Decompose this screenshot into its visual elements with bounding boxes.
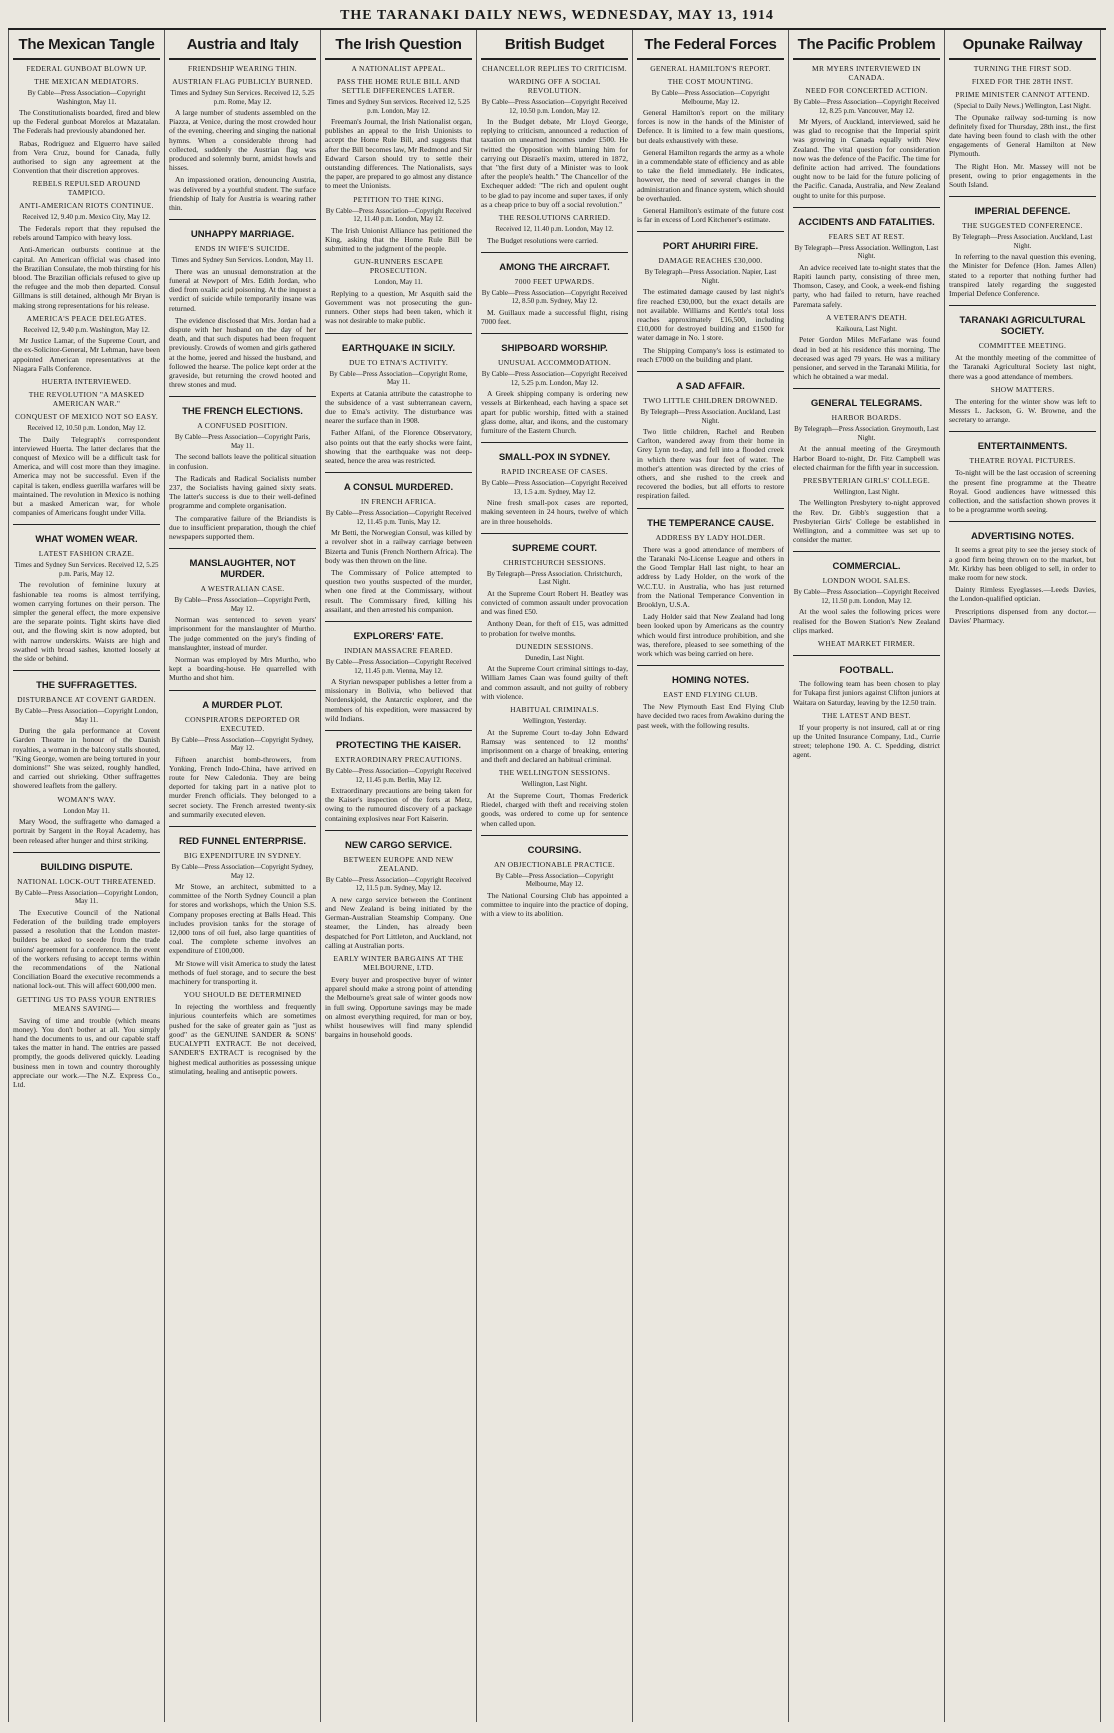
paragraph: The Budget resolutions were carried.	[487, 235, 599, 245]
paragraph: General Hamilton regards the army as a whole in a commendable state of efficiency and as able to take the field immediately. He indicates, however, the need of several changes in the administration and finance system, which should be overhauled.	[637, 147, 784, 203]
subheading: CONSPIRATORS DEPORTED OR EXECUTED.	[184, 714, 301, 733]
subheading: PRIME MINISTER CANNOT ATTEND.	[955, 90, 1090, 99]
section-rule	[169, 219, 316, 221]
paragraph: An impassioned oration, denouncing Austria, was delivered by a youthful student. The surface friendship of Italy for Austria is wearing rather thin.	[169, 175, 316, 213]
dateline: By Cable—Press Association—Copyright Melbourne, May 12.	[651, 89, 770, 106]
paragraph: The Shipping Company's loss is estimated to reach £7000 on the building and plant.	[637, 345, 784, 364]
paragraph: Norman was employed by Mrs Murtho, who kept a boarding-house. He quarrelled with Murtho and shot him.	[169, 655, 316, 683]
dateline: By Cable—Press Association—Copyright Received 12, 5.25 p.m. London, May 12.	[481, 370, 628, 387]
article-headline: A MURDER PLOT.	[202, 699, 283, 711]
paragraph: General Hamilton's report on the military forces is now in the hands of the Minister of Defence. It is limited to a few main questions, but deals exhaustively with these.	[637, 108, 784, 145]
subheading: YOU SHOULD BE DETERMINED	[183, 990, 302, 1000]
paragraph: The Irish Unionist Alliance has petitioned the King, asking that the Home Rule Bill be submitted to the judgment of the people.	[325, 225, 472, 254]
section-rule	[949, 521, 1096, 523]
article-headline: BUILDING DISPUTE.	[40, 861, 133, 873]
paragraph: Saving of time and trouble (which means money). You don't bother at all. You simply hand the documents to us, and our capable staff takes the matter in hand. The entries are passed promptly, the goods delivered quickly. Leading business men in town and country thoroughly appreciate our work.—The N.Z. Express Co., Ltd.	[13, 1015, 160, 1089]
dateline: By Cable—Press Association—Copyright Received 12, 8.25 p.m. Vancouver, May 12.	[793, 98, 940, 115]
column-title: The Federal Forces	[637, 30, 784, 60]
article-headline: NEW CARGO SERVICE.	[345, 839, 452, 851]
paragraph: A Styrian newspaper publishes a letter from a missionary in Bolivia, who believed that Nordenskjold, the Antarctic explorer, and the members of his expedition, were massacred by wild Indians.	[325, 677, 472, 723]
dateline: By Cable—Press Association—Copyright Received 12, 10.50 p.m. London, May 12.	[481, 98, 628, 115]
article-headline: AMONG THE AIRCRAFT.	[499, 261, 610, 273]
dateline: Wellington, Last Night.	[521, 780, 588, 789]
column-title: British Budget	[481, 30, 628, 60]
dateline: Times and Sydney Sun Services. Received 12, 5.25 p.m. Paris, May 12.	[14, 561, 159, 578]
subheading: GENERAL HAMILTON'S REPORT.	[650, 64, 771, 73]
article-headline: SHIPBOARD WORSHIP.	[501, 343, 608, 355]
paragraph: Peter Gordon Miles McFarlane was found dead in bed at his residence this morning. The deceased was aged 79 years. He was a military pensioner, and served in the Taranaki Militia, for which he obtained a war medal.	[793, 335, 940, 382]
subheading: COMMITTEE MEETING.	[978, 341, 1067, 351]
dateline: Received 12, 11.40 p.m. London, May 12.	[495, 225, 614, 234]
dateline: By Cable—Press Association—Copyright London, May 11.	[14, 707, 159, 724]
article-headline: THE FRENCH ELECTIONS.	[182, 406, 303, 418]
news-column	[321, 30, 477, 1722]
dateline: By Cable—Press Association—Copyright Received 12, 11.50 p.m. London, May 12.	[793, 588, 940, 605]
subheading: THE LATEST AND BEST.	[822, 710, 911, 720]
subheading: UNUSUAL ACCOMMODATION.	[498, 358, 611, 368]
subheading: THEATRE ROYAL PICTURES.	[969, 456, 1076, 466]
subheading: EXTRAORDINARY PRECAUTIONS.	[334, 755, 463, 765]
subheading: LONDON WOOL SALES.	[822, 576, 911, 586]
dateline: By Cable—Press Association—Copyright Paris, May 11.	[174, 433, 311, 450]
article-headline: HOMING NOTES.	[671, 675, 750, 687]
paragraph: Every buyer and prospective buyer of winter apparel should make a strong point of attending the Melbourne's great sale of winter goods now in full swing. Opportune savings may be made on almost everything required, for man or boy, whilst housewives will find many splendid bargains in household goods.	[325, 975, 472, 1040]
article-headline: THE TEMPERANCE CAUSE.	[647, 517, 774, 529]
paragraph: The Right Hon. Mr. Massey will not be present, owing to prior engagements in the South Island.	[949, 161, 1096, 189]
dateline: By Cable—Press Association—Copyright Received 12, 8.50 p.m. Sydney, May 12.	[481, 288, 628, 306]
paragraph: A large number of students assembled on the Piazza, at Venice, during the most crowded hour of the evening, cheering and singing the national hymns. When a considerable throng had collected, suddenly the Austrian flag was produced and solemnly burnt, amidst howls and hisses.	[169, 108, 316, 173]
subheading: ADDRESS BY LADY HOLDER.	[655, 532, 766, 542]
subheading: BETWEEN EUROPE AND NEW ZEALAND.	[343, 854, 454, 873]
paragraph: The National Coursing Club has appointed a committee to inquire into the practice of doping, with a view to its abolition.	[481, 890, 628, 919]
dateline: By Cable—Press Association—Copyright Sydney, May 12.	[171, 863, 314, 880]
section-rule	[637, 665, 784, 667]
section-rule	[481, 442, 628, 444]
subheading: PASS THE HOME RULE BILL AND SETTLE DIFFERENCES LATER.	[336, 77, 461, 95]
article-headline: A CONSUL MURDERED.	[343, 482, 454, 494]
subheading: REBELS REPULSED AROUND TAMPICO.	[32, 179, 141, 198]
news-column	[9, 30, 165, 1722]
subheading: EAST END FLYING CLUB.	[663, 690, 758, 700]
subheading: FRIENDSHIP WEARING THIN.	[188, 64, 297, 73]
subheading: WARDING OFF A SOCIAL REVOLUTION.	[508, 77, 601, 95]
paragraph: Lady Holder said that New Zealand had long been looked upon by Americans as the country which would first introduce prohibition, and she was, therefore, pleased to see something of the work which was being carried on here.	[637, 612, 784, 658]
paragraph: Freeman's Journal, the Irish Nationalist organ, publishes an appeal to the Irish Unionists to accept the Home Rule Bill, and suggests that after the Bill becomes law, Mr Redmond and Sir Edward Carson should try to settle their outstanding differences. The Nationalists, says the paper, are prepared to go almost any distance to meet the Unionists.	[325, 117, 472, 191]
dateline: Received 12, 9.40 p.m. Mexico City, May 12.	[22, 213, 151, 222]
section-rule	[949, 305, 1096, 307]
paragraph: Extraordinary precautions are being taken for the Kaiser's inspection of the forts at Metz, owing to the rumoured discovery of a package containing explosives near Fort Kaiserin.	[325, 786, 472, 823]
article-headline: RED FUNNEL ENTERPRISE.	[178, 836, 307, 848]
subheading: GUN-RUNNERS ESCAPE PROSECUTION.	[354, 257, 443, 276]
subheading: INDIAN MASSACRE FEARED.	[344, 646, 453, 655]
paragraph: To-night will be the last occasion of screening the present fine programme at the Theatre Royal. Good audiences have witnessed this collection, and the satisfaction shown proves it to be a programme worth seeing.	[949, 468, 1096, 515]
section-rule	[325, 621, 472, 623]
section-rule	[325, 830, 472, 832]
dateline: By Cable—Press Association—Copyright Received 12, 11.45 p.m. Berlin, May 12.	[325, 767, 472, 784]
dateline: By Cable—Press Association—Copyright Melbourne, May 12.	[495, 871, 614, 889]
dateline: Times and Sydney Sun Services. Received 12, 5.25 p.m. Rome, May 12.	[170, 89, 315, 106]
column-title: The Pacific Problem	[793, 30, 940, 60]
section-rule	[169, 690, 316, 692]
section-rule	[13, 524, 160, 526]
paragraph: Fifteen anarchist bomb-throwers, from Yonking, French Indo-China, have arrived en route for New Caledonia. They are being deported for taking part in a native plot to murder French officials. They belonged to a secret society. The French arrested twenty-six and summarily executed eleven.	[169, 754, 316, 819]
dateline: By Cable—Press Association—Copyright Received 12, 11.5 p.m. Sydney, May 12.	[325, 875, 472, 893]
newspaper-page	[8, 4, 1106, 1725]
paragraph: The Federals report that they repulsed the rebels around Tampico with heavy loss.	[13, 223, 160, 243]
dateline: By Cable—Press Association—Copyright Received 12, 11.45 p.m. Vienna, May 12.	[325, 658, 472, 675]
subheading: FEARS SET AT REST.	[828, 231, 905, 241]
article-headline: IMPERIAL DEFENCE.	[974, 206, 1071, 218]
subheading: BIG EXPENDITURE IN SYDNEY.	[183, 851, 302, 861]
news-column	[633, 30, 789, 1722]
paragraph: Anthony Dean, for theft of £15, was admitted to probation for twelve months.	[481, 619, 628, 638]
subheading: HUERTA INTERVIEWED.	[41, 377, 132, 387]
paragraph: The Executive Council of the National Federation of the building trade employers passed a resolution that the London master-builders be asked to secede from the trade unions' agreement for a conference. In the event of the workers refusing to accept terms within the recommendations of the National Conciliation Board the executive recommends a national lock-out. This will affect 600,000 men.	[13, 907, 160, 991]
article-headline: ENTERTAINMENTS.	[977, 441, 1068, 453]
subheading: TWO LITTLE CHILDREN DROWNED.	[643, 396, 778, 406]
section-rule	[793, 388, 940, 390]
subheading: WHEAT MARKET FIRMER.	[817, 639, 916, 649]
paragraph: In referring to the naval question this evening, the Minister for Defence (Hon. James Allen) stated to a reporter that nothing further had transpired lately regarding the suggested Imperial Defence Conference.	[949, 252, 1096, 298]
section-rule	[637, 371, 784, 373]
news-column	[945, 30, 1101, 1722]
paragraph: The following team has been chosen to play for Tukapa first juniors against Clifton juniors at Waitara on Saturday, leaving by the 12.50 train.	[793, 679, 940, 707]
subheading: 7000 FEET UPWARDS.	[514, 276, 595, 286]
article-headline: GENERAL TELEGRAMS.	[810, 398, 923, 410]
article-headline: ADVERTISING NOTES.	[971, 531, 1074, 543]
dateline: (Special to Daily News.) Wellington, Last Night.	[954, 102, 1091, 110]
paragraph: At the monthly meeting of the committee of the Taranaki Agricultural Society last night, there was a good attendance of members.	[949, 353, 1096, 381]
dateline: By Telegraph—Press Association. Christchurch, Last Night.	[486, 569, 623, 587]
section-rule	[481, 333, 628, 335]
dateline: Received 12, 9.40 p.m. Washington, May 12.	[23, 325, 150, 334]
paragraph: Mary Wood, the suffragette who damaged a portrait by Sargent in the Royal Academy, has been released after hunger and thirst striking.	[13, 817, 160, 845]
subheading: AUSTRIAN FLAG PUBLICLY BURNED.	[172, 77, 313, 86]
dateline: By Cable—Press Association—Copyright London, May 11.	[14, 888, 159, 906]
masthead: THE TARANAKI DAILY NEWS, WEDNESDAY, MAY 13, 1914	[8, 4, 1106, 30]
subheading: THE WELLINGTON SESSIONS.	[498, 768, 611, 778]
paragraph: The Daily Telegraph's correspondent interviewed Huerta. The latter declares that the conquest of Mexico will be a difficult task for America, and will cost more than they imagine. America may not be successful. Even if the capital is taken, endless guerilla warfares will be maintained. The revolution in Mexico is nothing but a masked American war, for whole companies of Americans fought under Villa.	[13, 434, 160, 518]
paragraph: In the Budget debate, Mr Lloyd George, replying to criticism, announced a reduction of taxation on unearned incomes under £500. He twitted the Opposition with blaming him for carrying out Disraeli's maxim, uttered in 1872, that "the first duty of a Minister was to look after the people's health." The Chancellor of the Exchequer added: "The rich and opulent ought to be glad to pay income and super taxes, if only as a cheap price to buy off a social revolution."	[481, 117, 628, 209]
dateline: London May 11.	[63, 806, 110, 815]
column-title: The Mexican Tangle	[13, 30, 160, 60]
dateline: By Cable—Press Association—Copyright Sydney, May 12.	[171, 735, 314, 753]
subheading: THE COST MOUNTING.	[667, 77, 754, 86]
dateline: Received 12, 10.50 p.m. London, May 12.	[27, 424, 146, 433]
dateline: By Cable—Press Association—Copyright Received 12, 11.45 p.m. Tunis, May 12.	[325, 509, 472, 526]
paragraph: Two little children, Rachel and Reuben Carlton, wandered away from their home in Grey Lynn to-day, and fell into a flooded creek in which there was four feet of water. The mother's attention was directed by the cries of others, and she rushed to the creek and recovered the bodies, but all efforts to restore respiration failed.	[637, 427, 784, 501]
paragraph: Mr Justice Lamar, of the Supreme Court, and the ex-Solicitor-General, Mr Lehman, have been appointed American representatives at the Niagara Falls Conference.	[13, 336, 160, 373]
subheading: THE REVOLUTION "A MASKED AMERICAN WAR."	[28, 390, 145, 409]
section-rule	[793, 655, 940, 657]
dateline: By Telegraph—Press Association. Auckland, Last Night.	[640, 408, 781, 425]
section-rule	[949, 196, 1096, 198]
dateline: By Telegraph—Press Association. Napier, Last Night.	[644, 268, 777, 285]
article-headline: SMALL-POX IN SYDNEY.	[498, 452, 611, 464]
subheading: HARBOR BOARDS.	[831, 413, 902, 423]
subheading: NATIONAL LOCK-OUT THREATENED.	[17, 876, 156, 886]
subheading: THE RESOLUTIONS CARRIED.	[498, 213, 611, 223]
article-headline: COURSING.	[527, 844, 582, 856]
column-title: Austria and Italy	[169, 30, 316, 60]
paragraph: Mr Stowe, an architect, submitted to a committee of the North Sydney Council a plan for stores and workshops, which the Union S.S. Company proposes erecting at Balls Head. This includes provision tanks for the storage of 12,000 tons of oil fuel, also large quantities of coal. The complete scheme involves an expenditure of £100,000.	[169, 882, 316, 956]
subheading: ANTI-AMERICAN RIOTS CONTINUE.	[19, 201, 154, 211]
paragraph: The Commissary of Police attempted to question two youths suspected of the murder, when one fired at the Commissary, without result. The Commissary fired, killing his assailant, and then arrested his companion.	[325, 567, 472, 614]
paragraph: Rabas, Rodriguez and Elguerro have sailed from Vera Cruz, bound for Canada, fully authorised to sign any agreement at the Convention that their discretion approves.	[13, 138, 160, 176]
paragraph: The estimated damage caused by last night's fire reached £30,000, but the exact details are not available. Williams and Kettle's total loss reaches approximately £16,500, including £10,000 for destroyed building and £1500 for water damage in No. 1 store.	[637, 287, 784, 343]
paragraph: Mr Myers, of Auckland, interviewed, said he was glad to recognise that the Imperial spirit was growing in Canada equally with New Zealand. The vital question for consideration now was the defence of the Pacific. The time for definite action had arrived. The foundations ought now to be laid for the future policing of the Pacific. Canada, Australia, and New Zealand ought to unite for this purpose.	[793, 117, 940, 200]
dateline: By Cable—Press Association—Copyright Received 12, 11.40 p.m. London, May 12.	[325, 206, 472, 224]
paragraph: Mr Betti, the Norwegian Consul, was killed by a revolver shot in a railway carriage between Bizerta and Tunis (French Northern Africa). The body was then thrown on the line.	[325, 528, 472, 565]
dateline: Times and Sydney Sun services. Received 12, 5.25 p.m. London, May 12.	[327, 98, 470, 115]
subheading: FEDERAL GUNBOAT BLOWN UP.	[26, 64, 147, 73]
article-headline: UNHAPPY MARRIAGE.	[190, 229, 295, 241]
section-rule	[793, 207, 940, 209]
article-headline: EARTHQUAKE IN SICILY.	[341, 342, 456, 354]
section-rule	[13, 852, 160, 854]
subheading: PRESBYTERIAN GIRLS' COLLEGE.	[802, 475, 931, 485]
article-headline: FOOTBALL.	[839, 665, 894, 677]
subheading: SHOW MATTERS.	[990, 384, 1055, 394]
paragraph: Anti-American outbursts continue at the capital. An American official was chased into the Brazilian Consulate, the mob thirsting for his blood. The Brazilian officials refused to give up the refugee and the mob then departed. Consul Gillmans is still detained, although Mr Bryan is making strong representations for his release.	[13, 245, 160, 310]
paragraph: The Radicals and Radical Socialists number 237, the Socialists having gained sixty seats. The latter's success is due to their well-defined programme and complete organisation.	[169, 473, 316, 511]
paragraph: At the Supreme Court Robert H. Beatley was convicted of common assault under provocation and was fined £50.	[481, 588, 628, 617]
paragraph: There was a good attendance of members of the Taranaki No-License League and others in the Good Templar Hall last night, to hear an address by Lady Holder, on the work of the W.C.T.U. in Australia, who has just returned from the National Temperance Convention in Brooklyn, U.S.A.	[637, 544, 784, 609]
paragraph: Replying to a question, Mr Asquith said the Government was not prosecuting the gun-runners. Other steps had been taken, which it was not desirable to make public.	[325, 288, 472, 326]
dateline: Kaikoura, Last Night.	[835, 324, 898, 333]
subheading: CHRISTCHURCH SESSIONS.	[503, 557, 606, 567]
paragraph: At the Supreme Court criminal sittings to-day, William James Caan was found guilty of theft and common assault, and not guilty of robbery with violence.	[481, 664, 628, 701]
paragraph: At the wool sales the following prices were realised for the Bowen Station's New Zealand clips marked.	[793, 607, 940, 635]
section-rule	[949, 431, 1096, 433]
section-rule	[481, 533, 628, 535]
paragraph: There was an unusual demonstration at the funeral at Newport of Mrs. Edith Jordan, who died from oxalic acid poisoning. At the inquest a verdict of suicide while temporarily insane was returned.	[169, 266, 316, 313]
dateline: By Telegraph—Press Association. Greymouth, Last Night.	[794, 425, 939, 442]
subheading: TURNING THE FIRST SOD.	[973, 64, 1072, 73]
subheading: AMERICA'S PEACE DELEGATES.	[26, 313, 147, 323]
article-headline: EXPLORERS' FATE.	[353, 631, 444, 642]
paragraph: If your property is not insured, call at or ring up the United Insurance Company, Ltd., Currie street; telephone 190. A. C. Spedding, district agent.	[793, 722, 940, 760]
column-title: Opunake Railway	[949, 30, 1096, 60]
article-headline: PROTECTING THE KAISER.	[335, 740, 462, 752]
paragraph: At the Supreme Court to-day John Edward Ramsay was sentenced to 12 months' imprisonment on a charge of breaking, entering and theft and declared an habitual criminal.	[481, 727, 628, 765]
paragraph: Experts at Catania attribute the catastrophe to the subsidence of a vast subterranean cavern, due to Etna's activity. The disturbance was nearer the surface than in 1908.	[325, 388, 472, 426]
subheading: IN FRENCH AFRICA.	[360, 497, 437, 507]
section-rule	[325, 730, 472, 732]
dateline: By Cable—Press Association—Copyright Perth, May 12.	[174, 596, 311, 613]
subheading: LATEST FASHION CRAZE.	[38, 549, 135, 559]
dateline: By Telegraph—Press Association. Wellington, Last Night.	[794, 243, 939, 261]
paragraph: It seems a great pity to see the jersey stock of a good firm being thrown on to the market, but Mr. Kirkby has been obliged to sell, in order to make room for new stock.	[949, 545, 1096, 582]
subheading: RAPID INCREASE OF CASES.	[501, 467, 608, 477]
section-rule	[637, 231, 784, 233]
subheading: THE MEXICAN MEDIATORS.	[34, 77, 139, 86]
subheading: DUE TO ETNA'S ACTIVITY.	[348, 357, 449, 367]
paragraph: The Constitutionalists boarded, fired and blew up the Federal gunboat Morelos at Mazatalan. The Federals had previously abandoned her.	[13, 108, 160, 136]
section-rule	[169, 396, 316, 398]
paragraph: M. Guillaux made a successful flight, rising 7000 feet.	[481, 307, 628, 326]
section-rule	[325, 472, 472, 474]
subheading: EARLY WINTER BARGAINS AT THE MELBOURNE, LTD.	[333, 954, 464, 973]
dateline: By Cable—Press Association—Copyright Washington, May 11.	[27, 89, 146, 106]
paragraph: Father Alfani, of the Florence Observatory, also points out that the early shocks were faint, showing that the earthquake was not deep-seated, hence the area was restricted.	[325, 428, 472, 465]
section-rule	[13, 670, 160, 672]
subheading: MR MYERS INTERVIEWED IN CANADA.	[812, 64, 921, 82]
dateline: Wellington, Last Night.	[833, 487, 900, 496]
paragraph: Nine fresh small-pox cases are reported, making seventeen in 24 hours, twelve of which are in three households.	[481, 498, 628, 526]
paragraph: At the Supreme Court, Thomas Frederick Riedel, charged with theft and receiving stolen goods, was ordered to come up for sentence when called upon.	[481, 790, 628, 828]
subheading: FIXED FOR THE 28TH INST.	[971, 77, 1074, 86]
paragraph: The revolution of feminine luxury at fashionable tea rooms is almost terrifying, women carrying fortunes on their person. The simpler the general effect, the more expensive are the separate points. Tight skirts have died out, and the flowing skirt is now adopted, but with narrow underskirts. Waists are high and swathed with broad sashes, knotted loosely at the side or behind.	[13, 580, 160, 664]
article-headline: PORT AHURIRI FIRE.	[662, 241, 759, 253]
paragraph: Prescriptions dispensed from any doctor.—Davies' Pharmacy.	[949, 606, 1096, 625]
subheading: ENDS IN WIFE'S SUICIDE.	[194, 244, 291, 254]
news-column	[789, 30, 945, 1722]
dateline: Times and Sydney Sun Services. London, May 11.	[171, 256, 314, 265]
subheading: GETTING US TO PASS YOUR ENTRIES MEANS SAVING—	[16, 994, 157, 1013]
subheading: DUNEDIN SESSIONS.	[515, 641, 594, 651]
paragraph: Norman was sentenced to seven years' imprisonment for the manslaughter of Murtho. The judge commented on the jury's finding of manslaughter, instead of murder.	[169, 615, 316, 652]
paragraph: Mr Stowe will visit America to study the latest methods of fuel storage, and to secure the best machinery for transporting it.	[169, 958, 316, 987]
section-rule	[637, 508, 784, 510]
paragraph: In rejecting the worthless and frequently injurious counterfeits which are sometimes pushed for the sake of greater gain as "just as good" as the GENUINE SANDER & SONS' EUCALYPTI EXTRACT. Be not deceived, SANDER'S EXTRACT is recognised by the highest medical authorities as possessing unique stimulating, healing and antiseptic powers.	[169, 1002, 316, 1076]
columns-container	[8, 30, 1106, 1722]
paragraph: A new cargo service between the Continent and New Zealand is being initiated by the German-Australian Steamship Company. One steamer, the Linden, has already been despatched for Port Littleton, and Auckland, not calling at Australian ports.	[325, 894, 472, 950]
section-rule	[481, 835, 628, 837]
column-title: The Irish Question	[325, 30, 472, 60]
article-headline: COMMERCIAL.	[832, 561, 901, 573]
subheading: THE SUGGESTED CONFERENCE.	[962, 221, 1083, 231]
dateline: By Cable—Press Association—Copyright Rome, May 11.	[329, 369, 468, 387]
subheading: CHANCELLOR REPLIES TO CRITICISM.	[482, 64, 627, 73]
section-rule	[325, 333, 472, 335]
subheading: A CONFUSED POSITION.	[197, 421, 288, 431]
dateline: London, May 11.	[374, 278, 423, 287]
news-column	[477, 30, 633, 1722]
paragraph: Dainty Rimless Eyeglasses.—Leeds Davies, the London-qualified optician.	[949, 585, 1096, 604]
paragraph: The Opunake railway sod-turning is now definitely fixed for Thursday, 28th inst., the first date having been found to clash with the other engagements of General Hamilton at New Plymouth.	[949, 112, 1096, 159]
paragraph: At the annual meeting of the Greymouth Harbor Board to-night, Dr. Fitz Campbell was elected chairman for the fifth year in succession.	[793, 444, 940, 472]
paragraph: The second ballots leave the political situation in confusion.	[169, 452, 316, 471]
dateline: By Cable—Press Association—Copyright Received 13, 1.5 a.m. Sydney, May 12.	[481, 479, 628, 496]
article-headline: ACCIDENTS AND FATALITIES.	[798, 216, 935, 228]
dateline: By Telegraph—Press Association. Auckland, Last Night.	[952, 233, 1093, 250]
paragraph: The entering for the winter show was left to Messrs L. Jackson, G. W. Browne, and the secretary to arrange.	[949, 396, 1096, 425]
article-headline: THE SUFFRAGETTES.	[36, 680, 137, 692]
dateline: Dunedin, Last Night.	[524, 653, 585, 662]
subheading: A VETERAN'S DEATH.	[826, 312, 907, 322]
section-rule	[481, 252, 628, 254]
paragraph: The New Plymouth East End Flying Club have decided two races from Awakino during the past week, with the following results.	[637, 702, 784, 730]
article-headline: SUPREME COURT.	[512, 542, 597, 554]
article-headline: WHAT WOMEN WEAR.	[35, 534, 138, 546]
paragraph: A Greek shipping company is ordering new vessels at Birkenhead, each having a space set apart for public worship, fitted with a stained glass dome, altar, and ikons, and the customary furniture of the Eastern Church.	[481, 389, 628, 435]
paragraph: An advice received late to-night states that the Rapiti launch party, consisting of three men, Thomson, Casey, and Cook, a week-end fishing party, who had failed to return, have reached Paremata safely.	[793, 262, 940, 309]
subheading: A WESTRALIAN CASE.	[200, 584, 285, 594]
section-rule	[169, 826, 316, 828]
subheading: CONQUEST OF MEXICO NOT SO EASY.	[14, 412, 159, 422]
paragraph: The evidence disclosed that Mrs. Jordan had a dispute with her husband on the day of her death, and that such disputes had been frequent previously. Crowds of women and girls gathered at the home, jeered and hissed the husband, and followed the hearse. The police kept order at the graveside, but returning the crowd hooted and threw stones and mud.	[169, 315, 316, 390]
subheading: PETITION TO THE KING.	[353, 194, 444, 204]
subheading: DAMAGE REACHES £30,000.	[658, 256, 763, 266]
paragraph: The Wellington Presbytery to-night approved the Rev. Dr. Gibb's suggestion that a Presbyterian Girls' College be established in Wellington, and a committee was set up to consider the matter.	[793, 498, 940, 545]
subheading: DISTURBANCE AT COVENT GARDEN.	[17, 695, 156, 705]
subheading: NEED FOR CONCERTED ACTION.	[805, 86, 928, 95]
paragraph: General Hamilton's estimate of the future cost is far in excess of Lord Kitchener's estimate.	[637, 206, 784, 225]
article-headline: TARANAKI AGRICULTURAL SOCIETY.	[959, 315, 1086, 338]
subheading: AN OBJECTIONABLE PRACTICE.	[494, 859, 615, 869]
article-headline: A SAD AFFAIR.	[676, 381, 745, 393]
article-headline: MANSLAUGHTER, NOT MURDER.	[189, 558, 296, 581]
paragraph: The comparative failure of the Briandists is due to insufficient preparation, though the chief newspapers supported them.	[169, 513, 316, 541]
subheading: A NATIONALIST APPEAL.	[351, 64, 446, 73]
subheading: HABITUAL CRIMINALS.	[510, 705, 599, 715]
section-rule	[793, 551, 940, 553]
section-rule	[169, 548, 316, 550]
paragraph: During the gala performance at Covent Garden Theatre in honour of the Danish royalties, a woman in the balcony stalls shouted, "King George, women are being tortured in your dominions!" She was seized, roughly handled, and carried out shrieking. Other suffragettes showered leaflets from the gallery.	[13, 726, 160, 791]
news-column	[165, 30, 321, 1722]
dateline: Wellington, Yesterday.	[522, 717, 587, 726]
subheading: WOMAN'S WAY.	[57, 794, 116, 804]
